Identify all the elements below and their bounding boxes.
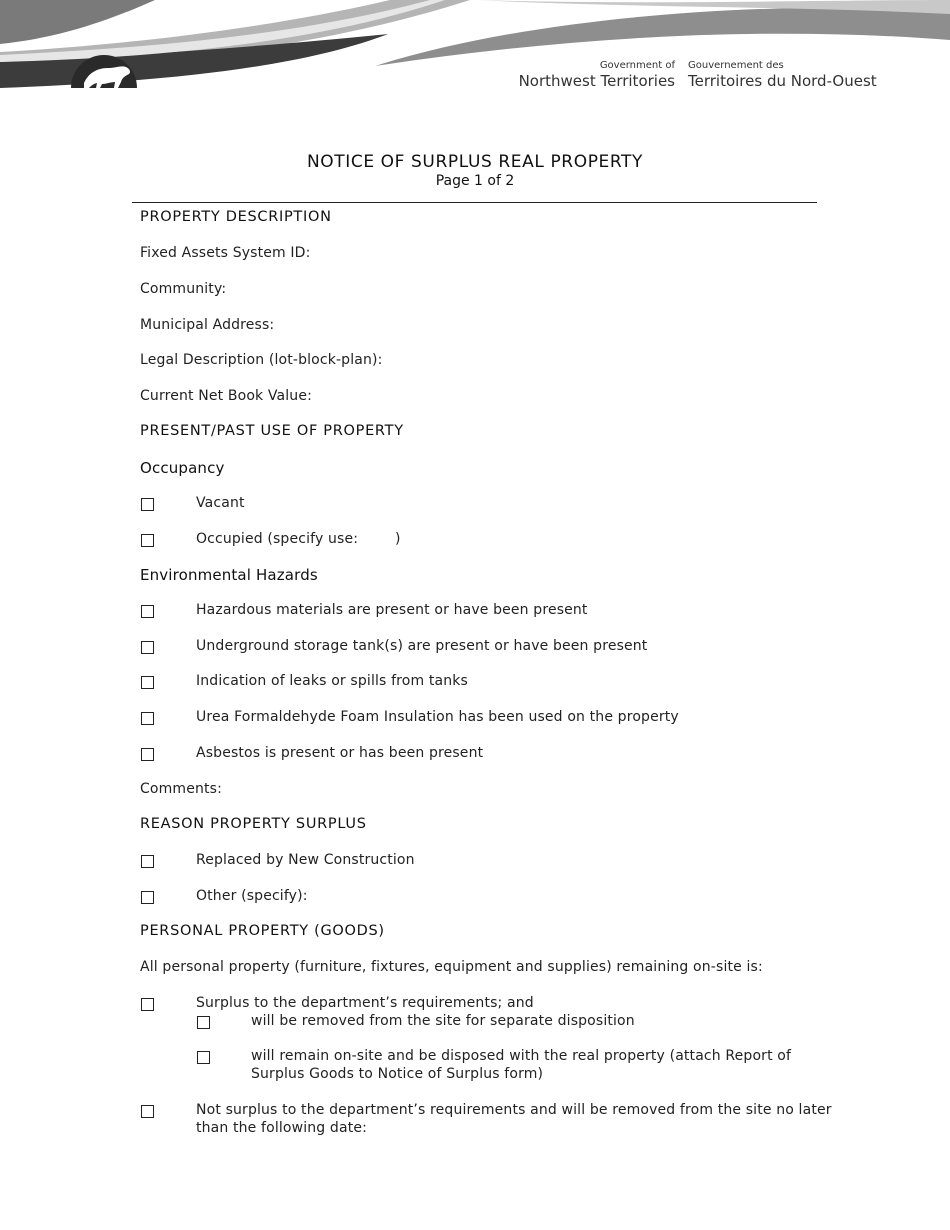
field-community: Community: [140, 281, 227, 297]
form-title: NOTICE OF SURPLUS REAL PROPERTY [306, 152, 644, 172]
checkbox-not-surplus[interactable] [141, 1105, 154, 1118]
label-vacant: Vacant [196, 495, 245, 511]
label-not-surplus-line2: than the following date: [196, 1120, 367, 1136]
checkbox-surplus-goods[interactable] [141, 998, 154, 1011]
label-surplus-goods: Surplus to the department’s requirements; and [196, 995, 534, 1011]
checkbox-ureaformaldehyde[interactable] [141, 712, 154, 725]
label-occupied: Occupied (specify use: [196, 531, 359, 547]
section-property-description: PROPERTY DESCRIPTION [140, 209, 332, 225]
label-remain-onsite-line1: will remain on-site and be disposed with the real property (attach Report of [251, 1048, 792, 1064]
subheading-environmental-hazards: Environmental Hazards [140, 566, 318, 584]
gov-en-wordmark [519, 60, 675, 90]
field-fixed-assets-id: Fixed Assets System ID: [140, 245, 311, 261]
section-reason-surplus: REASON PROPERTY SURPLUS [140, 816, 367, 832]
personal-property-intro: All personal property (furniture, fixtures, equipment and supplies) remaining on-site is: [140, 959, 763, 975]
label-hazardous-materials: Hazardous materials are present or have been present [196, 602, 588, 618]
field-municipal-address: Municipal Address: [140, 317, 275, 333]
gov-fr-small: Gouvernement des [688, 60, 784, 71]
label-other-reason: Other (specify): [196, 888, 308, 904]
label-asbestos: Asbestos is present or has been present [196, 745, 484, 761]
label-leaks-spills: Indication of leaks or spills from tanks [196, 673, 468, 689]
label-replaced-new-construction: Replaced by New Construction [196, 852, 415, 868]
label-underground-tanks: Underground storage tank(s) are present or have been present [196, 638, 648, 654]
page-indicator: Page 1 of 2 [435, 173, 515, 189]
title-divider [132, 202, 817, 203]
checkbox-replaced-new-construction[interactable] [141, 855, 154, 868]
header-banner [0, 0, 950, 110]
checkbox-occupied[interactable] [141, 534, 154, 547]
checkbox-hazardous-materials[interactable] [141, 605, 154, 618]
section-personal-property: PERSONAL PROPERTY (GOODS) [140, 923, 385, 939]
gov-fr-wordmark [688, 60, 877, 90]
section-present-past-use: PRESENT/PAST USE OF PROPERTY [140, 423, 404, 439]
checkbox-remain-onsite[interactable] [197, 1051, 210, 1064]
label-removed-separate: will be removed from the site for separate disposition [251, 1013, 635, 1029]
subheading-occupancy: Occupancy [140, 459, 225, 477]
gov-en-big: Northwest Territories [518, 72, 675, 90]
field-legal-description: Legal Description (lot-block-plan): [140, 352, 383, 368]
checkbox-underground-tanks[interactable] [141, 641, 154, 654]
checkbox-vacant[interactable] [141, 498, 154, 511]
checkbox-other-reason[interactable] [141, 891, 154, 904]
field-comments: Comments: [140, 781, 222, 797]
label-ureaformaldehyde: Urea Formaldehyde Foam Insulation has been used on the property [196, 709, 679, 725]
checkbox-removed-separate[interactable] [197, 1016, 210, 1029]
gov-en-small: Government of [599, 60, 675, 71]
checkbox-leaks-spills[interactable] [141, 676, 154, 689]
label-remain-onsite-line2: Surplus Goods to Notice of Surplus form) [251, 1066, 544, 1082]
field-net-book-value: Current Net Book Value: [140, 388, 312, 404]
label-not-surplus-line1: Not surplus to the department’s requirements and will be removed from the site no later [196, 1102, 832, 1118]
gov-fr-big: Territoires du Nord-Ouest [688, 72, 877, 90]
checkbox-asbestos[interactable] [141, 748, 154, 761]
label-occupied-close: ) [395, 531, 401, 547]
